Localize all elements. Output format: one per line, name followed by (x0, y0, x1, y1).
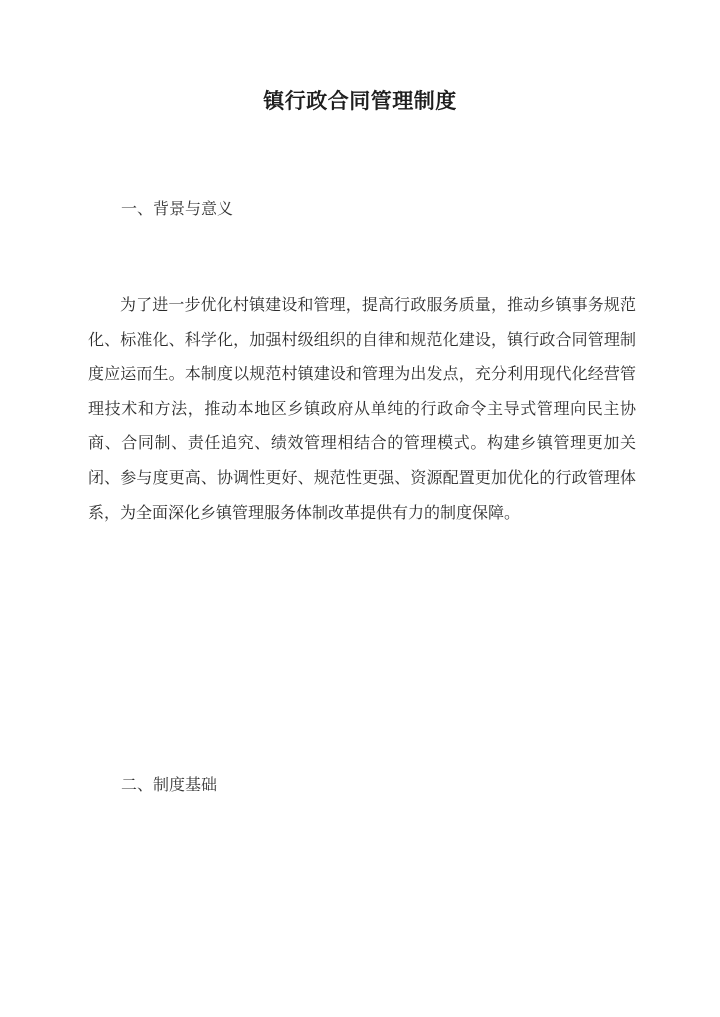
document-title: 镇行政合同管理制度 (263, 88, 457, 113)
section-heading-background: 一、背景与意义 (121, 199, 234, 218)
section-paragraph-background: 为了进一步优化村镇建设和管理，提高行政服务质量，推动乡镇事务规范化、标准化、科学化，加强村级组织的自律和规范化建设，镇行政合同管理制度应运而生。本制度以规范村镇建设和管理为出发点，充分利用现代化经营管理技术和方法，推动本地区乡镇政府从单纯的行政命令主导式管理向民主协商、合同制、责任追究、绩效管理相结合的管理模式。构建乡镇管理更加关闭、参与度更高、协调性更好、规范性更强、资源配置更加优化的行政管理体系，为全面深化乡镇管理服务体制改革提供有力的制度保障。 (88, 295, 636, 522)
section-heading-basis: 二、制度基础 (121, 775, 218, 794)
